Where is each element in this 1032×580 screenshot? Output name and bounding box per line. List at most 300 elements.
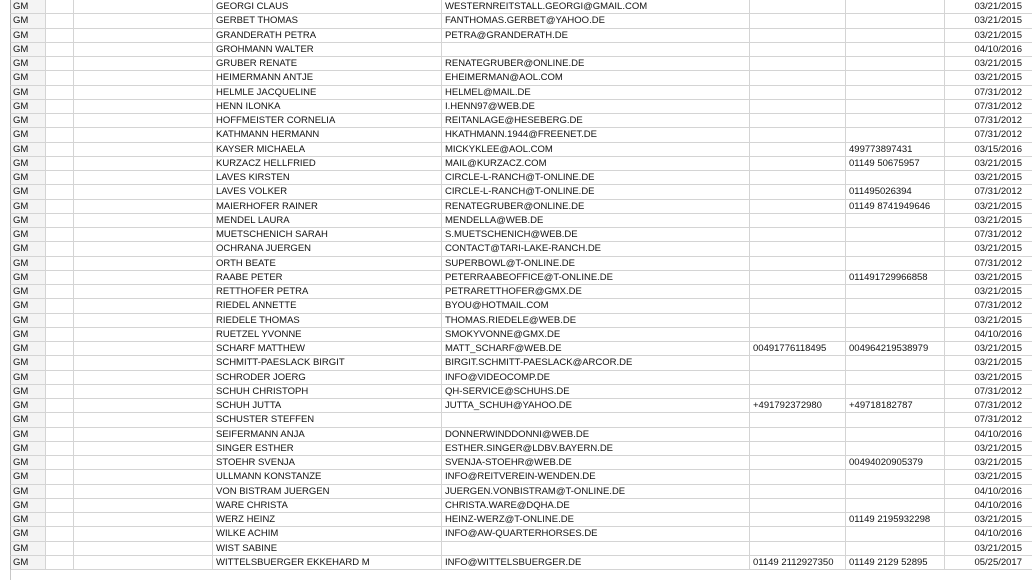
cell-empty[interactable] <box>74 157 213 171</box>
cell-email[interactable]: EHEIMERMAN@AOL.COM <box>442 71 750 85</box>
cell-empty[interactable] <box>46 185 74 199</box>
cell-name[interactable]: MENDEL LAURA <box>213 214 442 228</box>
cell-date[interactable]: 03/21/2015 <box>945 200 1032 214</box>
cell-date[interactable]: 07/31/2012 <box>945 399 1032 413</box>
cell-date[interactable]: 04/10/2016 <box>945 485 1032 499</box>
cell-empty[interactable] <box>74 14 213 28</box>
cell-name[interactable]: KURZACZ HELLFRIED <box>213 157 442 171</box>
cell-empty[interactable] <box>46 542 74 556</box>
cell-email[interactable]: JUERGEN.VONBISTRAM@T-ONLINE.DE <box>442 485 750 499</box>
cell-phone-2[interactable]: 01149 2195932298 <box>846 513 945 527</box>
cell-region-code[interactable]: GM <box>10 485 46 499</box>
cell-name[interactable]: HEIMERMANN ANTJE <box>213 71 442 85</box>
cell-email[interactable]: INFO@AW-QUARTERHORSES.DE <box>442 527 750 541</box>
cell-phone-1[interactable] <box>750 299 846 313</box>
cell-region-code[interactable]: GM <box>10 299 46 313</box>
cell-phone-2[interactable] <box>846 71 945 85</box>
cell-empty[interactable] <box>74 527 213 541</box>
cell-phone-2[interactable] <box>846 257 945 271</box>
cell-empty[interactable] <box>74 57 213 71</box>
cell-empty[interactable] <box>74 100 213 114</box>
cell-name[interactable]: GROHMANN WALTER <box>213 43 442 57</box>
cell-empty[interactable] <box>74 314 213 328</box>
cell-date[interactable]: 03/21/2015 <box>945 442 1032 456</box>
cell-empty[interactable] <box>74 413 213 427</box>
cell-region-code[interactable]: GM <box>10 285 46 299</box>
cell-phone-2[interactable] <box>846 214 945 228</box>
cell-phone-1[interactable] <box>750 171 846 185</box>
cell-empty[interactable] <box>74 385 213 399</box>
cell-name[interactable]: WILKE ACHIM <box>213 527 442 541</box>
cell-region-code[interactable]: GM <box>10 470 46 484</box>
cell-date[interactable]: 03/21/2015 <box>945 470 1032 484</box>
cell-phone-1[interactable]: 01149 2112927350 <box>750 556 846 570</box>
cell-empty[interactable] <box>74 200 213 214</box>
cell-phone-1[interactable] <box>750 100 846 114</box>
cell-region-code[interactable]: GM <box>10 0 46 14</box>
cell-region-code[interactable]: GM <box>10 356 46 370</box>
cell-phone-1[interactable] <box>750 43 846 57</box>
cell-phone-2[interactable] <box>846 470 945 484</box>
cell-empty[interactable] <box>46 128 74 142</box>
cell-region-code[interactable]: GM <box>10 342 46 356</box>
cell-phone-1[interactable] <box>750 271 846 285</box>
cell-email[interactable] <box>442 413 750 427</box>
cell-phone-2[interactable] <box>846 385 945 399</box>
cell-phone-1[interactable] <box>750 71 846 85</box>
cell-phone-2[interactable]: 01149 8741949646 <box>846 200 945 214</box>
cell-name[interactable]: RIEDELE THOMAS <box>213 314 442 328</box>
cell-region-code[interactable]: GM <box>10 413 46 427</box>
cell-region-code[interactable]: GM <box>10 527 46 541</box>
cell-region-code[interactable]: GM <box>10 385 46 399</box>
cell-date[interactable]: 03/21/2015 <box>945 242 1032 256</box>
cell-empty[interactable] <box>46 143 74 157</box>
cell-date[interactable]: 03/21/2015 <box>945 542 1032 556</box>
cell-region-code[interactable]: GM <box>10 185 46 199</box>
cell-phone-2[interactable] <box>846 114 945 128</box>
cell-date[interactable]: 04/10/2016 <box>945 328 1032 342</box>
cell-email[interactable]: SUPERBOWL@T-ONLINE.DE <box>442 257 750 271</box>
cell-empty[interactable] <box>46 157 74 171</box>
cell-date[interactable]: 07/31/2012 <box>945 299 1032 313</box>
cell-empty[interactable] <box>46 71 74 85</box>
cell-region-code[interactable]: GM <box>10 428 46 442</box>
cell-empty[interactable] <box>46 442 74 456</box>
cell-phone-1[interactable] <box>750 57 846 71</box>
cell-phone-2[interactable] <box>846 314 945 328</box>
cell-name[interactable]: KATHMANN HERMANN <box>213 128 442 142</box>
cell-phone-2[interactable] <box>846 0 945 14</box>
cell-phone-2[interactable] <box>846 371 945 385</box>
cell-phone-2[interactable] <box>846 328 945 342</box>
cell-empty[interactable] <box>74 442 213 456</box>
cell-phone-2[interactable] <box>846 86 945 100</box>
cell-name[interactable]: KAYSER MICHAELA <box>213 143 442 157</box>
cell-empty[interactable] <box>46 328 74 342</box>
cell-empty[interactable] <box>74 257 213 271</box>
cell-name[interactable]: RUETZEL YVONNE <box>213 328 442 342</box>
cell-email[interactable]: WESTERNREITSTALL.GEORGI@GMAIL.COM <box>442 0 750 14</box>
cell-phone-1[interactable] <box>750 499 846 513</box>
cell-empty[interactable] <box>46 385 74 399</box>
cell-email[interactable]: MICKYKLEE@AOL.COM <box>442 143 750 157</box>
cell-email[interactable]: S.MUETSCHENICH@WEB.DE <box>442 228 750 242</box>
cell-empty[interactable] <box>74 242 213 256</box>
cell-date[interactable]: 03/21/2015 <box>945 57 1032 71</box>
cell-region-code[interactable]: GM <box>10 556 46 570</box>
cell-region-code[interactable]: GM <box>10 57 46 71</box>
cell-email[interactable] <box>442 542 750 556</box>
cell-email[interactable]: INFO@WITTELSBUERGER.DE <box>442 556 750 570</box>
cell-phone-2[interactable] <box>846 299 945 313</box>
cell-empty[interactable] <box>74 185 213 199</box>
cell-email[interactable]: CIRCLE-L-RANCH@T-ONLINE.DE <box>442 185 750 199</box>
cell-phone-1[interactable] <box>750 314 846 328</box>
cell-name[interactable]: HOFFMEISTER CORNELIA <box>213 114 442 128</box>
cell-region-code[interactable]: GM <box>10 128 46 142</box>
cell-date[interactable]: 03/21/2015 <box>945 513 1032 527</box>
cell-phone-1[interactable] <box>750 242 846 256</box>
cell-phone-1[interactable] <box>750 214 846 228</box>
cell-empty[interactable] <box>74 371 213 385</box>
cell-phone-1[interactable] <box>750 485 846 499</box>
cell-phone-2[interactable]: 00494020905379 <box>846 456 945 470</box>
cell-phone-2[interactable] <box>846 14 945 28</box>
cell-phone-2[interactable] <box>846 428 945 442</box>
cell-date[interactable]: 05/25/2017 <box>945 556 1032 570</box>
cell-email[interactable]: JUTTA_SCHUH@YAHOO.DE <box>442 399 750 413</box>
cell-email[interactable]: MENDELLA@WEB.DE <box>442 214 750 228</box>
cell-empty[interactable] <box>74 0 213 14</box>
cell-empty[interactable] <box>74 128 213 142</box>
cell-empty[interactable] <box>46 513 74 527</box>
cell-phone-2[interactable] <box>846 413 945 427</box>
cell-email[interactable]: ESTHER.SINGER@LDBV.BAYERN.DE <box>442 442 750 456</box>
cell-email[interactable]: CIRCLE-L-RANCH@T-ONLINE.DE <box>442 171 750 185</box>
cell-phone-2[interactable] <box>846 485 945 499</box>
cell-empty[interactable] <box>46 314 74 328</box>
cell-empty[interactable] <box>74 71 213 85</box>
cell-date[interactable]: 03/21/2015 <box>945 371 1032 385</box>
cell-name[interactable]: ULLMANN KONSTANZE <box>213 470 442 484</box>
cell-phone-2[interactable] <box>846 542 945 556</box>
cell-empty[interactable] <box>46 399 74 413</box>
cell-empty[interactable] <box>74 114 213 128</box>
cell-phone-1[interactable] <box>750 86 846 100</box>
cell-empty[interactable] <box>74 399 213 413</box>
cell-region-code[interactable]: GM <box>10 157 46 171</box>
cell-empty[interactable] <box>74 542 213 556</box>
cell-name[interactable]: WERZ HEINZ <box>213 513 442 527</box>
cell-phone-1[interactable] <box>750 542 846 556</box>
cell-phone-1[interactable] <box>750 513 846 527</box>
cell-empty[interactable] <box>46 14 74 28</box>
cell-empty[interactable] <box>46 86 74 100</box>
cell-name[interactable]: SCHMITT-PAESLACK BIRGIT <box>213 356 442 370</box>
cell-email[interactable]: BYOU@HOTMAIL.COM <box>442 299 750 313</box>
cell-empty[interactable] <box>74 86 213 100</box>
cell-empty[interactable] <box>46 242 74 256</box>
cell-empty[interactable] <box>74 342 213 356</box>
cell-email[interactable]: DONNERWINDDONNI@WEB.DE <box>442 428 750 442</box>
cell-date[interactable]: 03/21/2015 <box>945 71 1032 85</box>
cell-date[interactable]: 04/10/2016 <box>945 527 1032 541</box>
cell-region-code[interactable]: GM <box>10 14 46 28</box>
cell-empty[interactable] <box>46 114 74 128</box>
cell-name[interactable]: SCHARF MATTHEW <box>213 342 442 356</box>
cell-phone-1[interactable] <box>750 0 846 14</box>
cell-empty[interactable] <box>74 29 213 43</box>
cell-empty[interactable] <box>74 485 213 499</box>
cell-phone-1[interactable] <box>750 128 846 142</box>
cell-empty[interactable] <box>46 499 74 513</box>
cell-name[interactable]: SCHUSTER STEFFEN <box>213 413 442 427</box>
cell-region-code[interactable]: GM <box>10 542 46 556</box>
cell-email[interactable]: PETRARETTHOFER@GMX.DE <box>442 285 750 299</box>
cell-date[interactable]: 07/31/2012 <box>945 114 1032 128</box>
cell-date[interactable]: 03/21/2015 <box>945 314 1032 328</box>
cell-date[interactable]: 07/31/2012 <box>945 185 1032 199</box>
cell-date[interactable]: 03/21/2015 <box>945 171 1032 185</box>
cell-phone-2[interactable]: 004964219538979 <box>846 342 945 356</box>
cell-name[interactable]: GRANDERATH PETRA <box>213 29 442 43</box>
cell-region-code[interactable]: GM <box>10 100 46 114</box>
cell-phone-1[interactable] <box>750 143 846 157</box>
cell-region-code[interactable]: GM <box>10 499 46 513</box>
cell-email[interactable]: THOMAS.RIEDELE@WEB.DE <box>442 314 750 328</box>
cell-empty[interactable] <box>46 556 74 570</box>
cell-region-code[interactable]: GM <box>10 271 46 285</box>
cell-name[interactable]: HENN ILONKA <box>213 100 442 114</box>
cell-date[interactable]: 03/21/2015 <box>945 214 1032 228</box>
cell-phone-1[interactable]: +491792372980 <box>750 399 846 413</box>
cell-empty[interactable] <box>46 413 74 427</box>
cell-date[interactable]: 07/31/2012 <box>945 128 1032 142</box>
cell-empty[interactable] <box>46 214 74 228</box>
cell-email[interactable]: I.HENN97@WEB.DE <box>442 100 750 114</box>
cell-date[interactable]: 03/21/2015 <box>945 157 1032 171</box>
cell-region-code[interactable]: GM <box>10 29 46 43</box>
cell-region-code[interactable]: GM <box>10 71 46 85</box>
cell-email[interactable]: SMOKYVONNE@GMX.DE <box>442 328 750 342</box>
cell-email[interactable]: QH-SERVICE@SCHUHS.DE <box>442 385 750 399</box>
cell-empty[interactable] <box>74 171 213 185</box>
cell-name[interactable]: SINGER ESTHER <box>213 442 442 456</box>
cell-date[interactable]: 03/21/2015 <box>945 356 1032 370</box>
cell-email[interactable]: CHRISTA.WARE@DQHA.DE <box>442 499 750 513</box>
cell-email[interactable]: PETRA@GRANDERATH.DE <box>442 29 750 43</box>
cell-phone-1[interactable] <box>750 185 846 199</box>
cell-name[interactable]: GRUBER RENATE <box>213 57 442 71</box>
cell-email[interactable]: HKATHMANN.1944@FREENET.DE <box>442 128 750 142</box>
cell-email[interactable]: REITANLAGE@HESEBERG.DE <box>442 114 750 128</box>
cell-phone-1[interactable] <box>750 470 846 484</box>
cell-empty[interactable] <box>74 285 213 299</box>
cell-empty[interactable] <box>46 228 74 242</box>
cell-empty[interactable] <box>74 271 213 285</box>
cell-email[interactable]: CONTACT@TARI-LAKE-RANCH.DE <box>442 242 750 256</box>
cell-date[interactable]: 03/15/2016 <box>945 143 1032 157</box>
cell-date[interactable]: 03/21/2015 <box>945 342 1032 356</box>
cell-name[interactable]: SEIFERMANN ANJA <box>213 428 442 442</box>
cell-empty[interactable] <box>74 214 213 228</box>
cell-empty[interactable] <box>46 29 74 43</box>
cell-date[interactable]: 04/10/2016 <box>945 499 1032 513</box>
cell-region-code[interactable]: GM <box>10 371 46 385</box>
cell-region-code[interactable]: GM <box>10 228 46 242</box>
cell-email[interactable]: MAIL@KURZACZ.COM <box>442 157 750 171</box>
cell-email[interactable]: FANTHOMAS.GERBET@YAHOO.DE <box>442 14 750 28</box>
cell-name[interactable]: MUETSCHENICH SARAH <box>213 228 442 242</box>
cell-region-code[interactable]: GM <box>10 399 46 413</box>
cell-date[interactable]: 03/21/2015 <box>945 456 1032 470</box>
cell-date[interactable]: 07/31/2012 <box>945 385 1032 399</box>
cell-phone-2[interactable] <box>846 285 945 299</box>
cell-date[interactable]: 07/31/2012 <box>945 257 1032 271</box>
cell-empty[interactable] <box>46 200 74 214</box>
cell-region-code[interactable]: GM <box>10 214 46 228</box>
cell-name[interactable]: VON BISTRAM JUERGEN <box>213 485 442 499</box>
cell-phone-1[interactable] <box>750 442 846 456</box>
cell-phone-2[interactable]: +49718182787 <box>846 399 945 413</box>
cell-phone-1[interactable] <box>750 200 846 214</box>
cell-email[interactable]: SVENJA-STOEHR@WEB.DE <box>442 456 750 470</box>
cell-phone-2[interactable] <box>846 499 945 513</box>
cell-region-code[interactable]: GM <box>10 456 46 470</box>
cell-empty[interactable] <box>74 328 213 342</box>
cell-empty[interactable] <box>74 556 213 570</box>
cell-phone-1[interactable]: 00491776118495 <box>750 342 846 356</box>
cell-name[interactable]: OCHRANA JUERGEN <box>213 242 442 256</box>
cell-phone-2[interactable] <box>846 128 945 142</box>
cell-name[interactable]: GEORGI CLAUS <box>213 0 442 14</box>
cell-phone-1[interactable] <box>750 413 846 427</box>
cell-name[interactable]: STOEHR SVENJA <box>213 456 442 470</box>
cell-date[interactable]: 07/31/2012 <box>945 86 1032 100</box>
cell-region-code[interactable]: GM <box>10 43 46 57</box>
cell-phone-1[interactable] <box>750 228 846 242</box>
cell-empty[interactable] <box>46 356 74 370</box>
cell-empty[interactable] <box>46 342 74 356</box>
cell-phone-2[interactable] <box>846 29 945 43</box>
cell-empty[interactable] <box>46 470 74 484</box>
cell-region-code[interactable]: GM <box>10 86 46 100</box>
cell-phone-2[interactable]: 01149 2129 52895 <box>846 556 945 570</box>
cell-empty[interactable] <box>46 527 74 541</box>
cell-region-code[interactable]: GM <box>10 200 46 214</box>
cell-empty[interactable] <box>46 271 74 285</box>
cell-phone-1[interactable] <box>750 356 846 370</box>
cell-phone-2[interactable] <box>846 442 945 456</box>
cell-phone-1[interactable] <box>750 114 846 128</box>
cell-email[interactable]: RENATEGRUBER@ONLINE.DE <box>442 200 750 214</box>
cell-phone-2[interactable]: 011491729966858 <box>846 271 945 285</box>
cell-email[interactable]: INFO@REITVEREIN-WENDEN.DE <box>442 470 750 484</box>
cell-empty[interactable] <box>74 428 213 442</box>
cell-region-code[interactable]: GM <box>10 328 46 342</box>
cell-email[interactable]: PETERRAABEOFFICE@T-ONLINE.DE <box>442 271 750 285</box>
cell-email[interactable]: INFO@VIDEOCOMP.DE <box>442 371 750 385</box>
cell-region-code[interactable]: GM <box>10 171 46 185</box>
cell-phone-2[interactable] <box>846 43 945 57</box>
cell-empty[interactable] <box>74 143 213 157</box>
cell-empty[interactable] <box>46 371 74 385</box>
cell-name[interactable]: LAVES KIRSTEN <box>213 171 442 185</box>
cell-date[interactable]: 07/31/2012 <box>945 100 1032 114</box>
cell-date[interactable]: 03/21/2015 <box>945 271 1032 285</box>
cell-phone-1[interactable] <box>750 29 846 43</box>
cell-email[interactable]: BIRGIT.SCHMITT-PAESLACK@ARCOR.DE <box>442 356 750 370</box>
cell-phone-1[interactable] <box>750 14 846 28</box>
cell-phone-1[interactable] <box>750 157 846 171</box>
cell-date[interactable]: 04/10/2016 <box>945 43 1032 57</box>
cell-date[interactable]: 07/31/2012 <box>945 228 1032 242</box>
cell-empty[interactable] <box>74 499 213 513</box>
cell-empty[interactable] <box>46 257 74 271</box>
cell-phone-1[interactable] <box>750 257 846 271</box>
cell-email[interactable]: HELMEL@MAIL.DE <box>442 86 750 100</box>
cell-region-code[interactable]: GM <box>10 442 46 456</box>
cell-date[interactable]: 04/10/2016 <box>945 428 1032 442</box>
cell-empty[interactable] <box>74 513 213 527</box>
cell-empty[interactable] <box>74 228 213 242</box>
cell-phone-1[interactable] <box>750 428 846 442</box>
cell-phone-2[interactable]: 01149 50675957 <box>846 157 945 171</box>
cell-phone-2[interactable] <box>846 100 945 114</box>
cell-phone-1[interactable] <box>750 285 846 299</box>
cell-empty[interactable] <box>46 100 74 114</box>
cell-phone-2[interactable] <box>846 228 945 242</box>
cell-empty[interactable] <box>46 0 74 14</box>
cell-name[interactable]: GERBET THOMAS <box>213 14 442 28</box>
cell-name[interactable]: LAVES VOLKER <box>213 185 442 199</box>
cell-name[interactable]: RAABE PETER <box>213 271 442 285</box>
cell-name[interactable]: RETTHOFER PETRA <box>213 285 442 299</box>
cell-empty[interactable] <box>74 470 213 484</box>
cell-email[interactable]: HEINZ-WERZ@T-ONLINE.DE <box>442 513 750 527</box>
cell-phone-2[interactable] <box>846 242 945 256</box>
cell-empty[interactable] <box>46 428 74 442</box>
cell-name[interactable]: SCHUH CHRISTOPH <box>213 385 442 399</box>
cell-phone-1[interactable] <box>750 328 846 342</box>
cell-name[interactable]: RIEDEL ANNETTE <box>213 299 442 313</box>
cell-phone-1[interactable] <box>750 371 846 385</box>
cell-region-code[interactable]: GM <box>10 257 46 271</box>
cell-empty[interactable] <box>46 171 74 185</box>
cell-date[interactable]: 03/21/2015 <box>945 14 1032 28</box>
cell-region-code[interactable]: GM <box>10 513 46 527</box>
cell-phone-2[interactable]: 499773897431 <box>846 143 945 157</box>
cell-email[interactable]: MATT_SCHARF@WEB.DE <box>442 342 750 356</box>
cell-region-code[interactable]: GM <box>10 242 46 256</box>
cell-name[interactable]: WARE CHRISTA <box>213 499 442 513</box>
cell-name[interactable]: WIST SABINE <box>213 542 442 556</box>
cell-empty[interactable] <box>46 299 74 313</box>
cell-region-code[interactable]: GM <box>10 314 46 328</box>
cell-name[interactable]: MAIERHOFER RAINER <box>213 200 442 214</box>
cell-phone-2[interactable] <box>846 57 945 71</box>
cell-empty[interactable] <box>46 43 74 57</box>
cell-phone-1[interactable] <box>750 527 846 541</box>
cell-name[interactable]: SCHUH JUTTA <box>213 399 442 413</box>
cell-region-code[interactable]: GM <box>10 143 46 157</box>
cell-email[interactable]: RENATEGRUBER@ONLINE.DE <box>442 57 750 71</box>
cell-phone-2[interactable] <box>846 527 945 541</box>
cell-date[interactable]: 07/31/2012 <box>945 413 1032 427</box>
cell-empty[interactable] <box>46 456 74 470</box>
cell-phone-2[interactable]: 011495026394 <box>846 185 945 199</box>
